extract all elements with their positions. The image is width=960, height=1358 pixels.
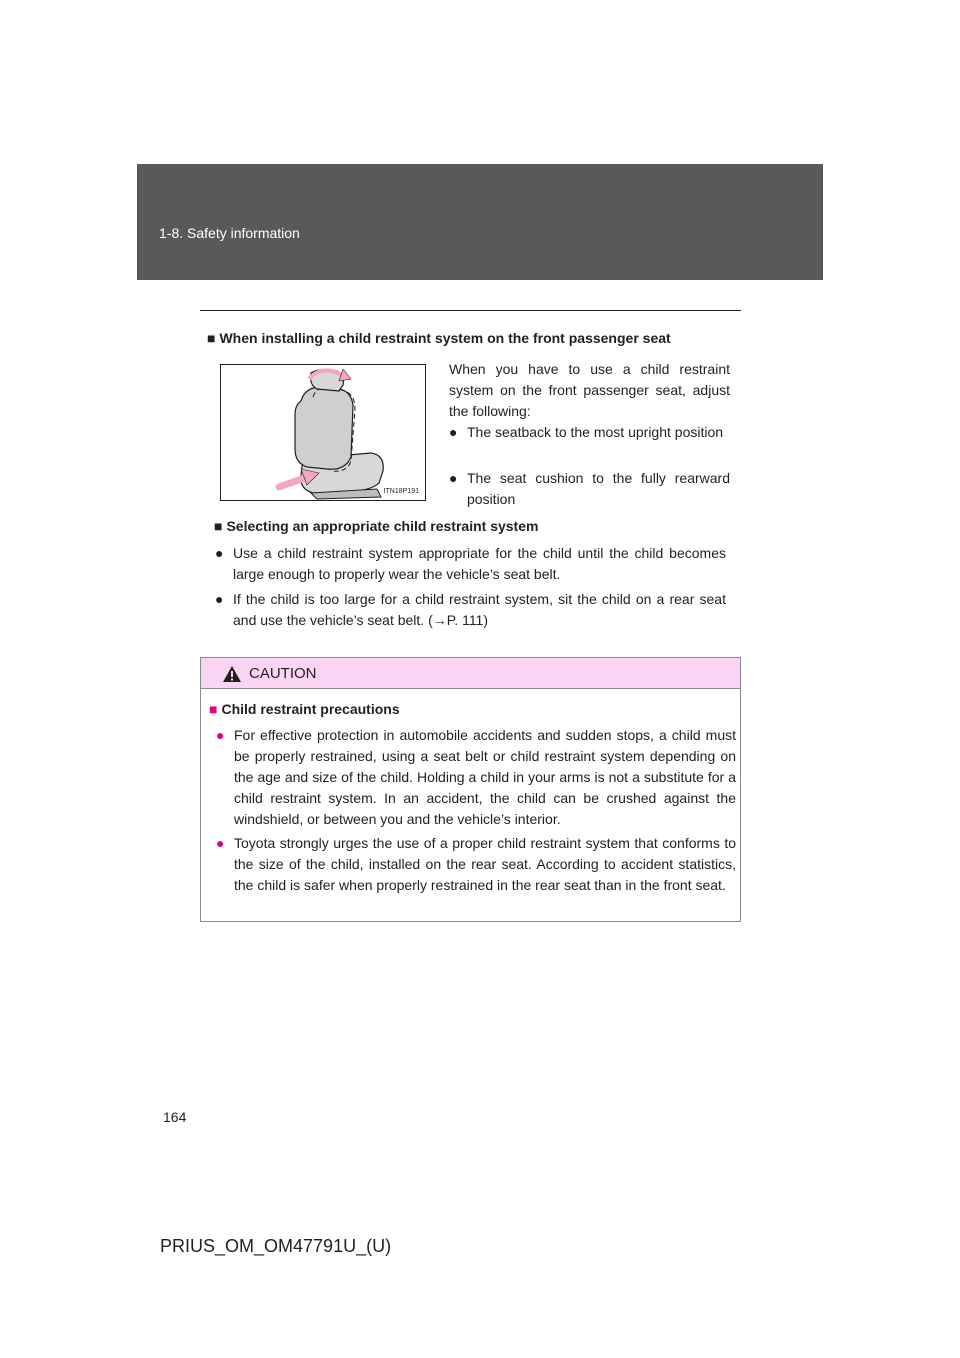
square-bullet-icon: ■: [214, 518, 223, 534]
seat-figure: [220, 364, 426, 501]
section1-intro: When you have to use a child restraint system on the front passenger seat, adjust the following:: [449, 361, 730, 419]
caution-box: [200, 657, 741, 922]
square-bullet-icon: ■: [207, 330, 216, 346]
warning-triangle-icon: [222, 665, 242, 683]
list-item: ● Toyota strongly urges the use of a proper child restraint system that conforms to the size of the child, installed on the rear seat. According to accident statistics, the child is safer when properly restrained in the rear seat than in the front seat.: [216, 835, 736, 893]
section2-title: Selecting an appropriate child restraint system: [226, 518, 539, 534]
round-bullet-icon: ●: [449, 470, 458, 486]
header-band: [137, 164, 823, 280]
round-bullet-icon: ●: [215, 545, 224, 561]
caution-subheading: [209, 700, 729, 719]
section1-heading: [207, 329, 747, 348]
round-bullet-icon: ●: [449, 424, 458, 440]
page-number: 164: [163, 1109, 187, 1125]
section1-title: When installing a child restraint system on the front passenger seat: [219, 330, 671, 346]
caution-header: [201, 658, 740, 689]
seat-illustration: [221, 365, 427, 502]
caution-subtitle: Child restraint precautions: [221, 701, 400, 717]
list-item: ● Use a child restraint system appropriate for the child until the child becomes large enough to properly wear the vehicle’s seat belt.: [215, 545, 726, 582]
caution-title: CAUTION: [249, 665, 317, 682]
round-bullet-icon: ●: [216, 727, 225, 743]
header-rule: [200, 310, 741, 311]
round-bullet-icon: ●: [216, 835, 225, 851]
section-label: 1-8. Safety information: [159, 225, 300, 241]
document-code: PRIUS_OM_OM47791U_(U): [160, 1236, 392, 1256]
figure-code: ITN18P191: [383, 488, 419, 495]
list-item: ● For effective protection in automobile accidents and sudden stops, a child must be properly restrained, using a seat belt or child restraint system depending on the age and size of the child. Holding a child in your arms is not a substitute for a child restraint system. In an accident, the child can be crushed against the windshield, or between you and the vehicle’s interior.: [216, 727, 736, 827]
round-bullet-icon: ●: [215, 591, 224, 607]
list-item: ● The seat cushion to the fully rearward position: [449, 470, 730, 507]
section2-heading: [214, 517, 744, 536]
list-item: ● If the child is too large for a child restraint system, sit the child on a rear seat and use the vehicle’s seat belt. (→P. 111): [215, 591, 726, 628]
list-item: ● The seatback to the most upright position: [449, 422, 730, 443]
square-bullet-icon: ■: [209, 701, 218, 717]
